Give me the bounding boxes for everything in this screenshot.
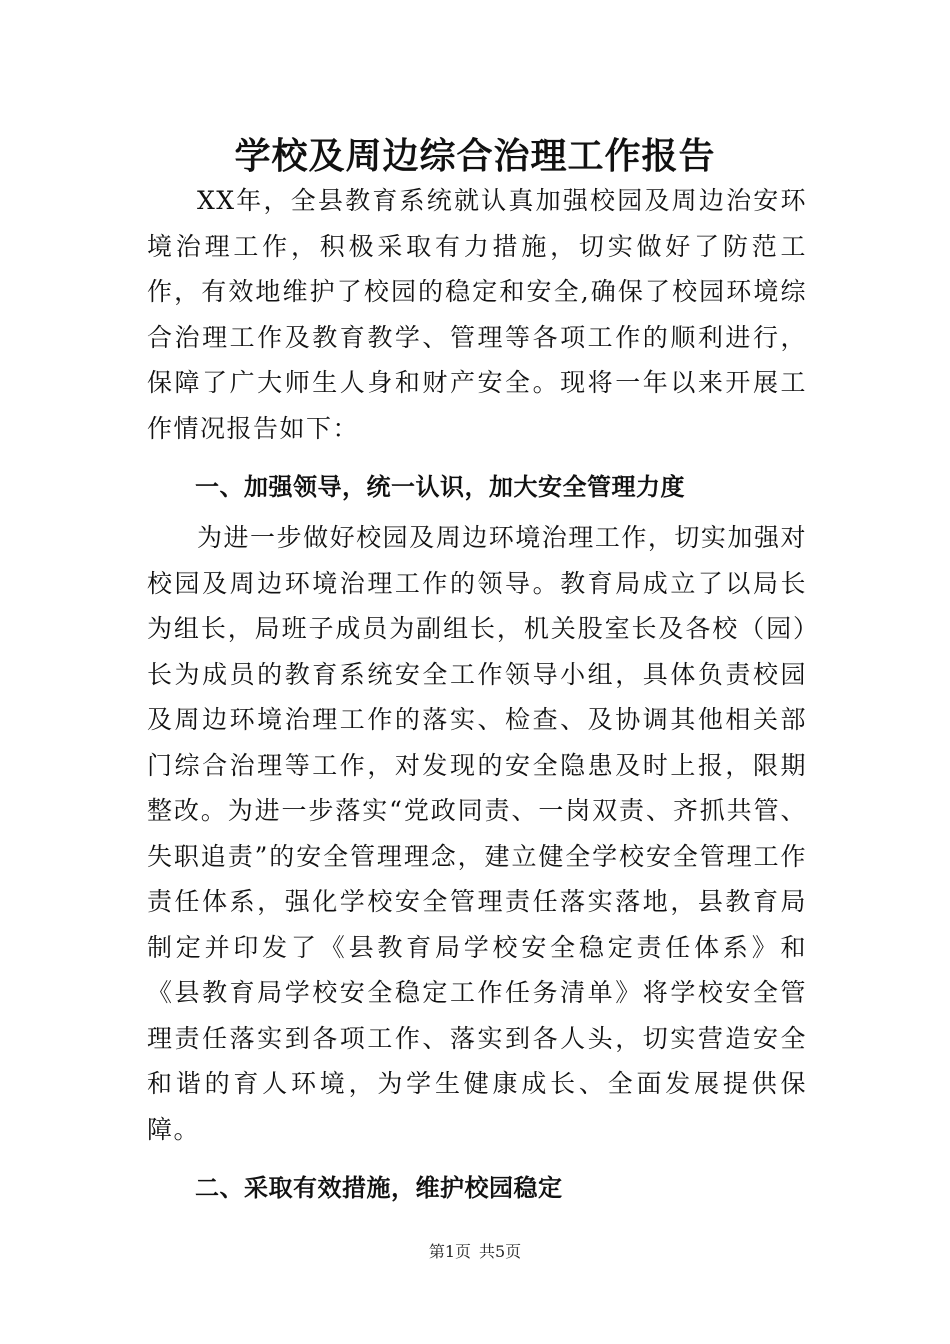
intro-paragraph: XX年，全县教育系统就认真加强校园及周边治安环境治理工作，积极采取有力措施，切实做好了防范工作，有效地维护了校园的稳定和安全,确保了校园环境综合治理工作及教育教学、管理等各项工作的顺利进行，保障了广大师生人身和财产安全。现将一年以来开展工作情况报告如下： [147, 186, 807, 443]
section-heading-2: 二、采取有效措施，维护校园稳定 [195, 1174, 563, 1202]
page-number: 第1页 [428, 1242, 471, 1261]
section-body-1: 为进一步做好校园及周边环境治理工作，切实加强对校园及周边环境治理工作的领导。教育局成立了以局长为组长，局班子成员为副组长，机关股室长及各校（园）长为成员的教育系统安全工作领导小组，具体负责校园及周边环境治理工作的落实、检查、及协调其他相关部门综合治理等工作，对发现的安全隐患及时上报，限期整改。为进一步落实“党政同责、一岗双责、齐抓共管、失职追责”的安全管理理念，建立健全学校安全管理工作责任体系，强化学校安全管理责任落实落地，县教育局制定并印发了《县教育局学校安全稳定责任体系》和《县教育局学校安全稳定工作任务清单》将学校安全管理责任落实到各项工作、落实到各人头，切实营造安全和谐的育人环境，为学生健康成长、全面发展提供保障。 [147, 523, 807, 1144]
page-footer [0, 1240, 950, 1264]
page-total: 共5页 [479, 1242, 522, 1261]
section-heading-1: 一、加强领导，统一认识，加大安全管理力度 [195, 473, 685, 501]
document-title: 学校及周边综合治理工作报告 [234, 135, 716, 177]
document-body [147, 178, 807, 1216]
